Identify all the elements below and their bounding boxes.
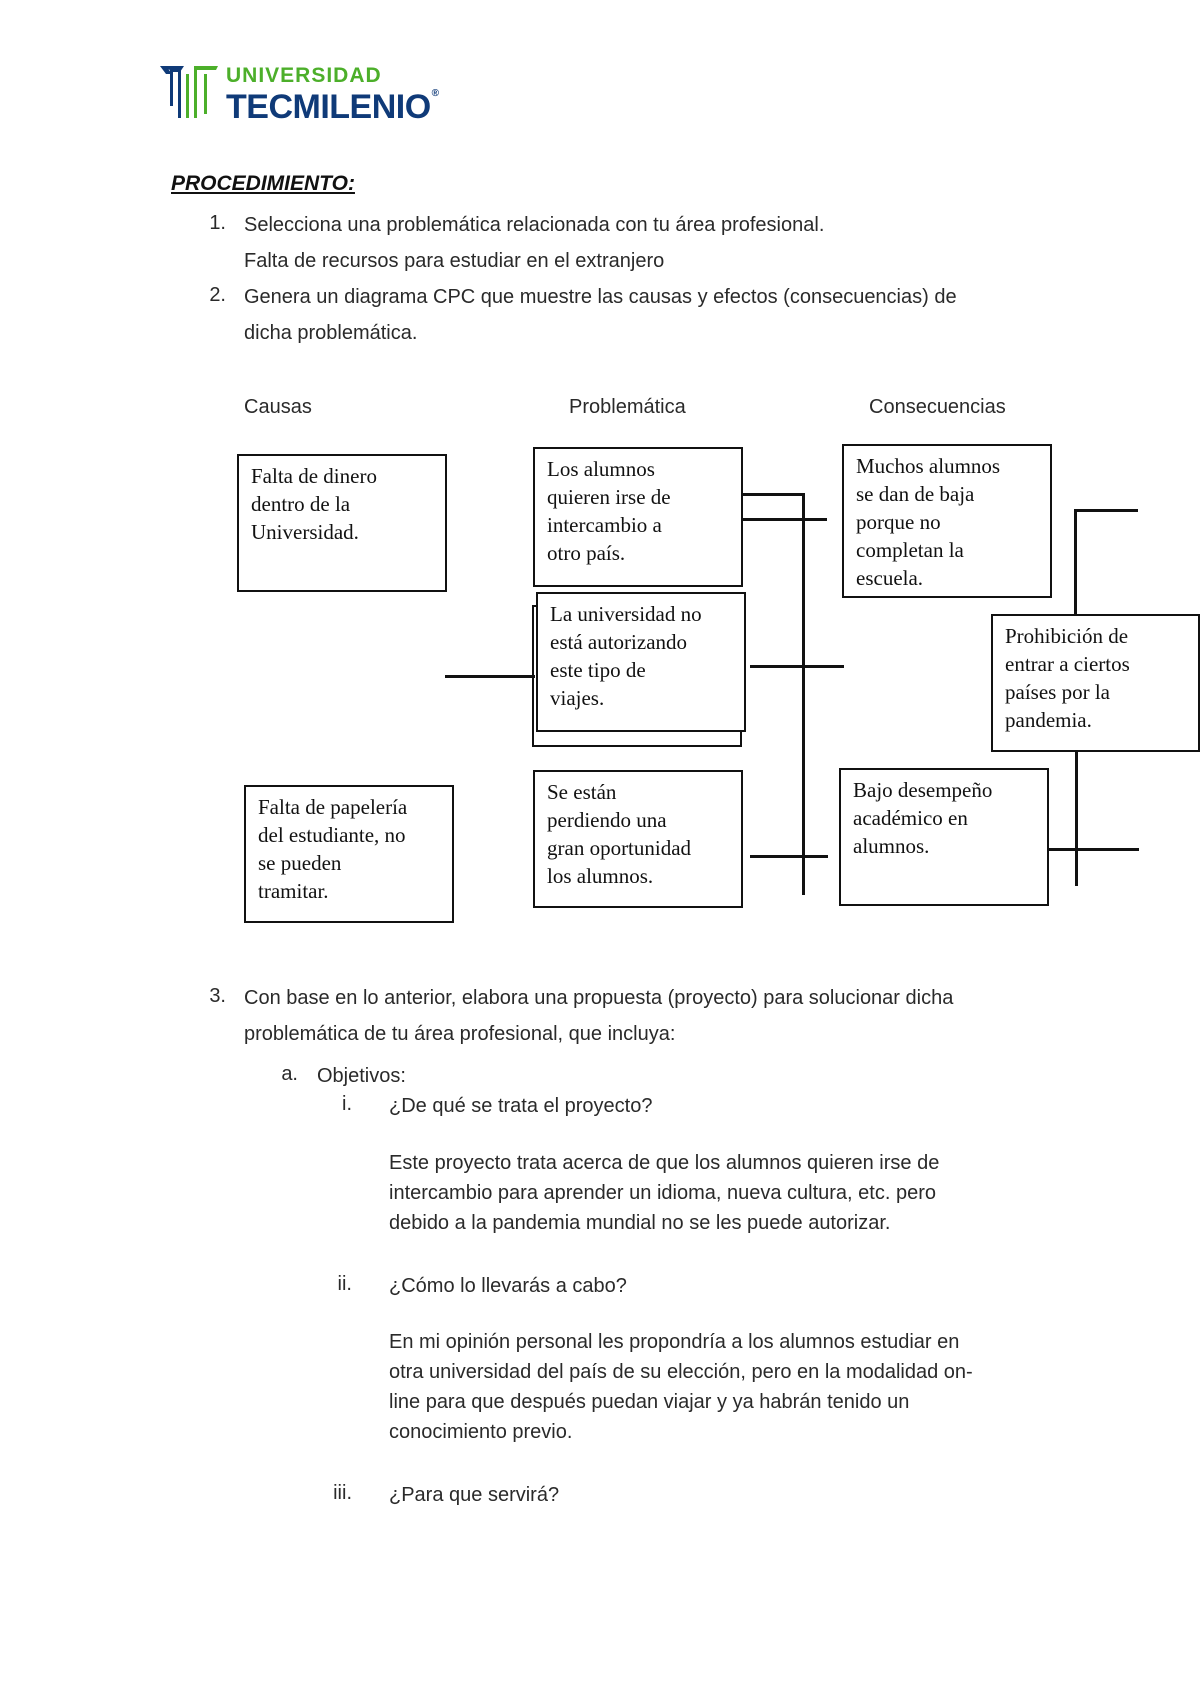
consequence-box — [991, 614, 1200, 752]
connector-line — [445, 675, 535, 678]
problem-box — [536, 592, 746, 732]
step-number: 2. — [209, 284, 226, 306]
answer-2-line: conocimiento previo. — [389, 1421, 573, 1443]
cause-2-line: tramitar. — [258, 879, 329, 903]
question-1: ¿De qué se trata el proyecto? — [389, 1095, 653, 1117]
step-number: 1. — [209, 212, 226, 234]
section-letter: a. — [281, 1063, 298, 1085]
cause-2-line: del estudiante, no — [258, 823, 406, 847]
logo-brand-name: TECMILENIO — [226, 88, 431, 126]
logo-brand-text — [226, 88, 439, 127]
connector-line — [802, 493, 805, 895]
connector-line — [743, 493, 803, 496]
page-title: PROCEDIMIENTO: — [171, 172, 355, 195]
step-number: 3. — [209, 985, 226, 1007]
connector-line — [1074, 509, 1138, 512]
tecmilenio-logo-mark — [158, 60, 228, 130]
cause-box — [237, 454, 447, 592]
problem-3-line: los alumnos. — [547, 864, 654, 888]
problem-box — [533, 770, 743, 908]
problem-1-line: quieren irse de — [547, 485, 671, 509]
answer-2-line: En mi opinión personal les propondría a los alumnos estudiar en — [389, 1331, 960, 1353]
answer-1-line: intercambio para aprender un idioma, nueva cultura, etc. pero — [389, 1182, 936, 1204]
problem-3-line: perdiendo una — [547, 808, 667, 832]
question-roman: i. — [342, 1093, 352, 1115]
step-3-line-2: problemática de tu área profesional, que incluya: — [244, 1023, 676, 1045]
logo-registered-mark: ® — [431, 88, 439, 99]
step-1-line-1: Selecciona una problemática relacionada con tu área profesional. — [244, 214, 825, 236]
question-roman: iii. — [333, 1482, 352, 1504]
consequence-3-line: académico en — [853, 806, 968, 830]
cause-1-line: Universidad. — [251, 520, 359, 544]
connector-line — [750, 855, 828, 858]
problem-box — [533, 447, 743, 587]
problem-2-line: este tipo de — [550, 658, 646, 682]
problem-2-line: está autorizando — [550, 630, 688, 654]
question-2: ¿Cómo lo llevarás a cabo? — [389, 1275, 627, 1297]
question-3: ¿Para que servirá? — [389, 1484, 560, 1506]
cause-2-line: Falta de papelería — [258, 795, 408, 819]
answer-1-line: Este proyecto trata acerca de que los alumnos quieren irse de — [389, 1152, 940, 1174]
answer-2-line: otra universidad del país de su elección, pero en la modalidad on- — [389, 1361, 973, 1383]
problem-2-line: viajes. — [550, 686, 605, 710]
answer-1-line: debido a la pandemia mundial no se les puede autorizar. — [389, 1212, 891, 1234]
problem-3-line: Se están — [547, 780, 617, 804]
problem-2-line: La universidad no — [550, 602, 702, 626]
cause-box — [244, 785, 454, 923]
consequences-header: Consecuencias — [869, 396, 1006, 418]
consequence-2-line: Prohibición de — [1005, 624, 1129, 648]
causes-header: Causas — [244, 396, 312, 418]
consequence-box — [839, 768, 1049, 906]
problem-1-line: otro país. — [547, 541, 626, 565]
step-1-answer: Falta de recursos para estudiar en el extranjero — [244, 250, 665, 272]
problem-header: Problemática — [569, 396, 686, 418]
question-roman: ii. — [337, 1273, 352, 1295]
consequence-1-line: completan la — [856, 538, 964, 562]
step-2-line-1: Genera un diagrama CPC que muestre las causas y efectos (consecuencias) de — [244, 286, 957, 308]
problem-1-line: Los alumnos — [547, 457, 655, 481]
consequence-2-line: entrar a ciertos — [1005, 652, 1130, 676]
cause-2-line: se pueden — [258, 851, 342, 875]
consequence-box — [842, 444, 1052, 598]
answer-2-line: line para que después puedan viajar y ya habrán tenido un — [389, 1391, 910, 1413]
cause-1-line: dentro de la — [251, 492, 351, 516]
step-2-line-2: dicha problemática. — [244, 322, 418, 344]
section-a-label: Objetivos: — [317, 1065, 406, 1087]
cause-1-line: Falta de dinero — [251, 464, 377, 488]
consequence-2-line: pandemia. — [1005, 708, 1092, 732]
consequence-2-line: países por la — [1005, 680, 1110, 704]
consequence-3-line: alumnos. — [853, 834, 930, 858]
problem-1-line: intercambio a — [547, 513, 662, 537]
connector-line — [1049, 848, 1139, 851]
connector-line — [1074, 510, 1077, 614]
logo-university-text: UNIVERSIDAD — [226, 64, 382, 87]
connector-line — [743, 518, 827, 521]
connector-line — [1075, 752, 1078, 886]
consequence-1-line: porque no — [856, 510, 941, 534]
step-3-line-1: Con base en lo anterior, elabora una propuesta (proyecto) para solucionar dicha — [244, 987, 954, 1009]
consequence-1-line: escuela. — [856, 566, 924, 590]
consequence-1-line: Muchos alumnos — [856, 454, 1001, 478]
connector-line — [750, 665, 844, 668]
problem-3-line: gran oportunidad — [547, 836, 692, 860]
consequence-1-line: se dan de baja — [856, 482, 975, 506]
consequence-3-line: Bajo desempeño — [853, 778, 993, 802]
